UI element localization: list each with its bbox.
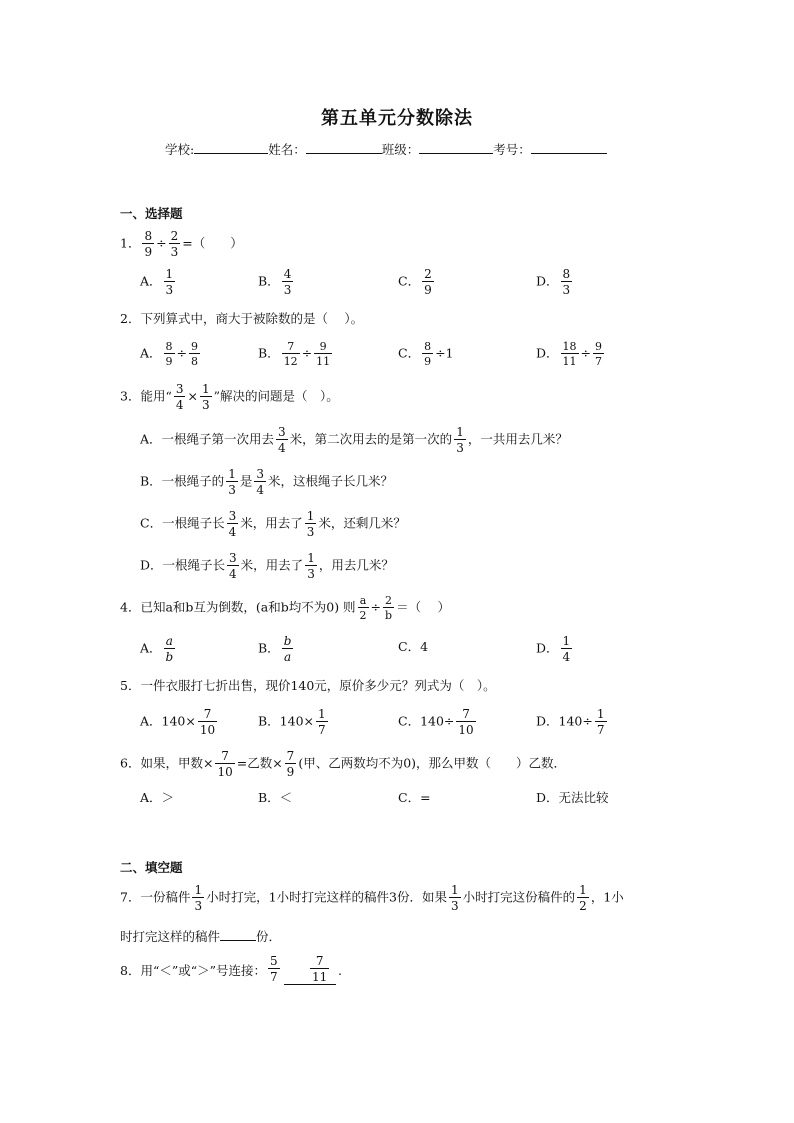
q2-option-a[interactable]: A． $\frac{8}{9}$ ÷ $\frac{9}{8}$: [140, 340, 199, 368]
q5-option-b[interactable]: B．140× $\frac{1}{7}$: [258, 707, 326, 737]
q1-option-c[interactable]: C． $\frac{2}{9}$: [398, 267, 432, 297]
question-4: 4．已知a和b互为倒数，(a和b均不为0) 则 $\frac{a}{2}$ ÷ $\frac{2}{b}$ ＝（ ）: [120, 594, 451, 622]
question-7-line-2: 时打完这样的稿件 份．: [120, 929, 282, 944]
q6-option-b[interactable]: B．＜: [258, 790, 293, 805]
question-6: 6．如果，甲数× $\frac{7}{10}$ =乙数× $\frac{7}{9}$ (甲、乙两数均不为0)，那么甲数（ ）乙数．: [120, 749, 567, 779]
student-info-line: [165, 140, 607, 158]
page-title: 第五单元分数除法: [321, 108, 473, 129]
q6-option-d[interactable]: D．无法比较: [536, 790, 609, 805]
q2-option-d[interactable]: D． $\frac{18}{11}$ ÷ $\frac{9}{7}$: [536, 340, 603, 368]
q1-option-a[interactable]: A． $\frac{1}{3}$: [140, 267, 174, 297]
q4-option-d[interactable]: D． $\frac{1}{4}$: [536, 634, 571, 664]
question-2: 2．下列算式中，商大于被除数的是（ ）。: [120, 311, 364, 326]
q8-comparison: $\frac{5}{7}$ $\frac{7}{11}$ .: [270, 954, 342, 984]
school-label: 学校:: [165, 142, 195, 157]
question-7: 7．一份稿件 $\frac{1}{3}$ 小时打完，1小时打完这样的稿件3份．如果 $\frac{1}{3}$ 小时打完这份稿件的 $\frac{1}{2}$ ，1小: [120, 883, 624, 913]
question-5: 5．一件衣服打七折出售，现价140元，原价多少元？列式为（ ）。: [120, 678, 496, 693]
exam-no-label: 考号：: [493, 142, 531, 157]
name-label: 姓名：: [268, 142, 306, 157]
q4-option-c[interactable]: C．4: [398, 639, 429, 654]
q3-option-a[interactable]: A．一根绳子第一次用去 $\frac{3}{4}$ 米，第二次用去的是第一次的 $\frac{1}{3}$ ，一共用去几米？: [140, 425, 568, 455]
question-1: 1． $\frac{8}{9}$ ÷ $\frac{2}{3}$ =（ ）: [120, 229, 243, 259]
fraction: $\frac{8}{9}$: [144, 229, 153, 259]
q4-option-a[interactable]: A． $\frac{a}{b}$: [140, 634, 174, 664]
q7-answer-blank[interactable]: [220, 928, 256, 941]
question-3: 3．能用“ $\frac{3}{4}$ × $\frac{1}{3}$ ”解决的问题是（ ）。: [120, 382, 339, 412]
q5-option-d[interactable]: D．140÷ $\frac{1}{7}$: [536, 707, 605, 737]
class-blank[interactable]: [419, 141, 493, 154]
class-label: 班级：: [381, 142, 420, 157]
section-fill-heading: 二、填空题: [120, 860, 183, 875]
q2-option-b[interactable]: B． $\frac{7}{12}$ ÷ $\frac{9}{11}$: [258, 340, 331, 368]
q1-option-d[interactable]: D． $\frac{8}{3}$: [536, 267, 571, 297]
question-8: 8．用“＜”或“＞”号连接： $\frac{5}{7}$ $\frac{7}{11}$ .: [120, 955, 356, 987]
exam-no-blank[interactable]: [531, 141, 607, 154]
q6-option-a[interactable]: A．＞: [140, 790, 175, 805]
q5-option-c[interactable]: C．140÷ $\frac{7}{10}$: [398, 707, 474, 737]
school-blank[interactable]: [194, 141, 268, 154]
section-choice-heading: 一、选择题: [120, 206, 183, 221]
q2-option-c[interactable]: C． $\frac{8}{9}$ ÷1: [398, 340, 454, 368]
q3-option-d[interactable]: D．一根绳子长 $\frac{3}{4}$ 米，用去了 $\frac{1}{3}$ ，用去几米？: [140, 551, 394, 581]
name-blank[interactable]: [306, 141, 382, 154]
q3-option-b[interactable]: B．一根绳子的 $\frac{1}{3}$ 是 $\frac{3}{4}$ 米，这根绳子长几米？: [140, 467, 393, 497]
fraction: $\frac{2}{3}$: [170, 229, 179, 259]
q6-option-c[interactable]: C．=: [398, 790, 431, 805]
q3-option-c[interactable]: C．一根绳子长 $\frac{3}{4}$ 米，用去了 $\frac{1}{3}$ 米，还剩几米？: [140, 509, 406, 539]
q1-option-b[interactable]: B． $\frac{4}{3}$: [258, 267, 292, 297]
q5-option-a[interactable]: A．140× $\frac{7}{10}$: [140, 707, 216, 737]
q4-option-b[interactable]: B． $\frac{b}{a}$: [258, 634, 292, 664]
